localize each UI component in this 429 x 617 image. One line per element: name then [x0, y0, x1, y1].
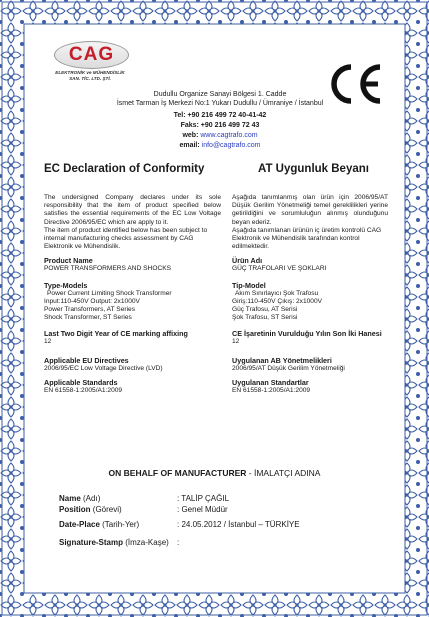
logo-text: CAG	[68, 44, 115, 65]
type-model-3: Power Transformers, AT Series	[44, 306, 135, 314]
name-label: Name (Adı)	[59, 494, 101, 503]
directives-value: 2006/95/EC Low Voltage Directive (LVD)	[44, 364, 163, 372]
title-tr: AT Uygunluk Beyanı	[258, 163, 369, 175]
website: web: www.cagtrafo.com	[182, 132, 258, 139]
year-value-tr: 12	[232, 338, 240, 346]
position-label: Position (Görevi)	[59, 505, 122, 514]
product-name-label-tr: Ürün Adı	[232, 256, 263, 266]
intro-en-2: The item of product identified below has been subject to internal manufacturing checks assessment by CAG Elektronik ve Mühendislik.	[44, 226, 208, 251]
standards-label: Applicable Standards	[44, 377, 118, 387]
type-model-tr-4: Şok Trafosu, ST Serisi	[232, 314, 298, 322]
type-models-label-tr: Tip-Model	[232, 280, 266, 290]
intro-tr: Aşağıda tanımlanmış olan ürün için 2006/95/AT Düşük Gerilim Yönetmeliği temel gereklilikleri yerine getirildiğini ve sorumluluğun alınmış olunduğunu beyan ederiz.	[232, 194, 388, 226]
english-column	[44, 194, 221, 395]
directives-label-tr: Uygulanan AB Yönetmelikleri	[232, 355, 332, 365]
position-value: : Genel Müdür	[177, 505, 228, 514]
date-place-value: : 24.05.2012 / İstanbul – TÜRKİYE	[177, 520, 300, 529]
on-behalf-heading: ON BEHALF OF MANUFACTURER - İMALATÇI ADINA	[108, 468, 321, 478]
year-label: Last Two Digit Year of CE marking affixing	[44, 329, 188, 339]
standards-value: EN 61558-1:2005/A1:2009	[44, 386, 123, 394]
type-model-4: Shock Transformer, ST Series	[44, 314, 132, 322]
directives-label: Applicable EU Directives	[44, 355, 129, 365]
type-model-tr-3: Güç Trafosu, AT Serisi	[232, 306, 298, 314]
fax: Faks: +90 216 499 72 43	[180, 122, 260, 129]
type-model-tr-2: Giriş:110-450V Çıkış: 2x1000V	[232, 297, 323, 305]
year-value: 12	[44, 338, 52, 346]
directives-value-tr: 2006/95/AT Düşük Gerilim Yönetmeliği	[232, 364, 345, 372]
name-value: : TALİP ÇAĞIL	[177, 494, 230, 503]
signature-stamp-value: :	[177, 538, 180, 547]
website-link[interactable]: www.cagtrafo.com	[200, 132, 258, 139]
year-label-tr: CE İşaretinin Vurulduğu Yılın Son İki Hanesi	[232, 329, 382, 339]
signature-stamp-label: Signature-Stamp (İmza-Kaşe)	[59, 538, 169, 547]
address-line-2: İsmet Tarman İş Merkezi No:1 Yukarı Dudullu / Ümraniye / İstanbul	[116, 100, 324, 107]
address-line-1: Dudullu Organize Sanayi Bölgesi 1. Cadde	[153, 91, 287, 98]
type-model-tr-1: Akım Sınırlayıcı Şok Trafosu	[235, 289, 319, 297]
date-place-label: Date-Place (Tarih-Yer)	[59, 520, 140, 529]
standards-label-tr: Uygulanan Standartlar	[232, 377, 309, 387]
standards-value-tr: EN 61558-1:2005/A1:2009	[232, 386, 311, 394]
product-name-tr: GÜÇ TRAFOLARI VE ŞOKLARI	[232, 265, 327, 273]
intro-tr-2: Aşağıda tanımlanan ürünün iç üretim kontrolü CAG Elektronik ve Mühendislik tarafından kontrol edilmektedir.	[232, 226, 382, 251]
product-name: POWER TRANSFORMERS AND SHOCKS	[44, 265, 172, 273]
email-link[interactable]: info@cagtrafo.com	[201, 142, 261, 149]
intro-en: The undersigned Company declares under its sole responsibility that the item of product specified below satisfies the essential requirements of the EC Low Voltage Directive 2006/95/EC which are apply to it.	[44, 194, 221, 226]
logo-subtitle: ELEKTRONİK ve MÜHENDİSLİK	[55, 70, 125, 75]
company-logo	[54, 41, 129, 69]
turkish-column	[232, 194, 388, 395]
type-model-2: Input:110-450V Output: 2x1000V	[44, 297, 140, 305]
logo-subtitle-2: SAN. TİC. LTD. ŞTİ.	[69, 76, 111, 81]
email: email: info@cagtrafo.com	[179, 142, 261, 149]
type-models-label: Type-Models	[44, 280, 88, 290]
type-model-1: Power Current Limiting Shock Transformer	[47, 289, 172, 297]
product-name-label: Product Name	[44, 256, 93, 266]
telephone: Tel: +90 216 499 72 40-41-42	[173, 112, 267, 119]
title-en: EC Declaration of Conformity	[44, 163, 205, 175]
